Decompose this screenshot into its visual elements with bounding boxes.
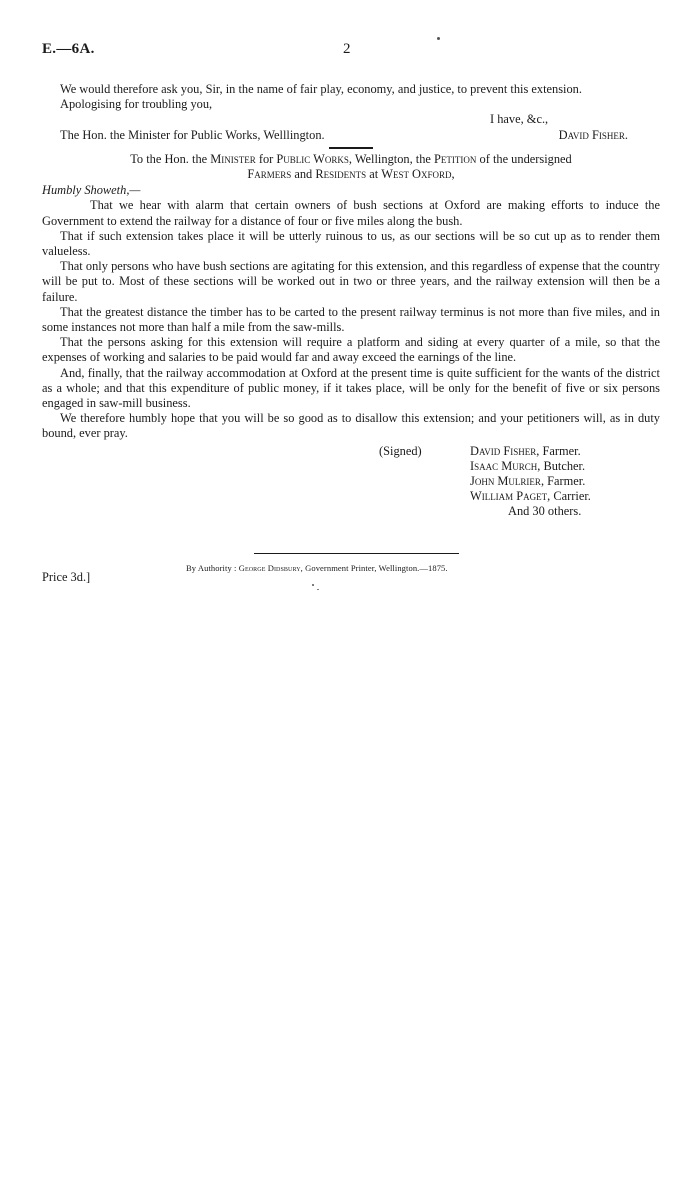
signer-entry: David Fisher, Farmer.	[470, 443, 581, 458]
signers-others: And 30 others.	[508, 504, 582, 519]
petition-title	[42, 152, 660, 182]
petition-paragraph: We therefore humbly hope that you will be so good as to disallow this extension; and your petitioners will, as in duty bound, ever pray.	[42, 411, 660, 441]
scan-speck	[317, 589, 319, 590]
signer-entry: William Paget, Carrier.	[470, 489, 591, 504]
letter-i-have: I have, &c.,	[490, 112, 549, 127]
price-label: Price 3d.]	[42, 570, 91, 584]
document-reference: E.—6A.	[42, 41, 95, 57]
footer-rule	[254, 553, 459, 554]
letter-addressee: The Hon. the Minister for Public Works, Welllington.	[60, 127, 325, 142]
scan-speck	[437, 37, 440, 40]
page-number: 2	[343, 41, 351, 57]
petition-humbly-showeth: Humbly Showeth,—	[42, 183, 141, 198]
petition-paragraph: That we hear with alarm that certain owners of bush sections at Oxford are making efforts to induce the Government to extend the railway for a distance of four or five miles along the bush.	[42, 198, 660, 228]
signer-entry: Isaac Murch, Butcher.	[470, 458, 586, 473]
petition-title-line2: Farmers and Residents at West Oxford,	[247, 167, 455, 182]
petition-paragraph: And, finally, that the railway accommodation at Oxford at the present time is quite sufficient for the wants of the district as a whole; and that this expenditure of public money, if it takes place, will be only for the benefit of five or six persons engaged in saw-mill business.	[42, 365, 660, 411]
petition-title-line1: To the Hon. the Minister for Public Works, Wellington, the Petition of the undersigned	[130, 151, 572, 166]
letter-signatory: David Fisher.	[558, 127, 628, 142]
letter-closing-paragraph: We would therefore ask you, Sir, in the name of fair play, economy, and justice, to prevent this extension.	[60, 82, 582, 96]
letter-address-row	[42, 128, 660, 143]
signers-list	[470, 444, 591, 520]
section-divider	[329, 147, 373, 149]
petition-paragraph: That only persons who have bush sections are agitating for this extension, and this regardless of expense that the country will be put to. Most of these sections will be worked out in two or three years, and the railway extension will then be a failure.	[42, 259, 660, 304]
letter-apology: Apologising for troubling you,	[60, 97, 213, 112]
signature-block	[42, 442, 660, 519]
signed-label: (Signed)	[379, 443, 422, 458]
signer-entry: John Mulrier, Farmer.	[470, 474, 586, 489]
printer-authority: By Authority : George Didsbury, Government Printer, Wellington.—1875.	[186, 563, 448, 573]
petition-paragraph: That the persons asking for this extension will require a platform and siding at every quarter of a mile, so that the expenses of working and salaries to be paid would far and away exceed the earnings of the line.	[42, 335, 660, 365]
document-body	[42, 82, 660, 519]
petition-paragraph: That the greatest distance the timber has to be carted to the present railway terminus is not more than five miles, and in some instances not more than half a mile from the saw-mills.	[42, 304, 660, 335]
scan-speck	[312, 584, 314, 586]
petition-paragraph: That if such extension takes place it will be utterly ruinous to us, as our sections will be so cut up as to render them valueless.	[42, 228, 660, 259]
